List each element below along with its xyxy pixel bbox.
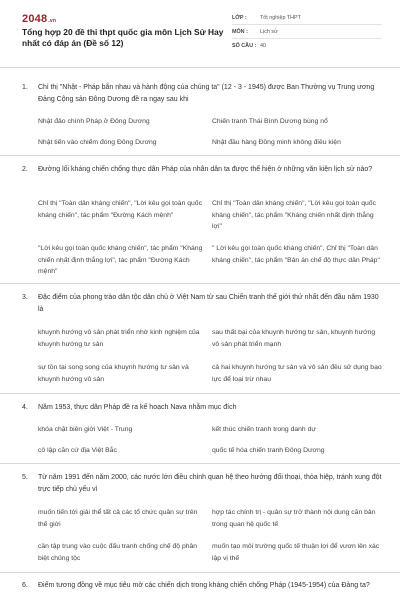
answer-option[interactable]: " Lời kêu gọi toàn quốc kháng chiến", Chỉ thị "Toàn dân kháng chiến", tác phẩm "Bản án chế độ thực dân Pháp" [212, 245, 380, 264]
answer-option[interactable]: muốn tiến tới giải thể tất cả các tổ chức quân sự trên thế giới [38, 509, 198, 528]
answer-option[interactable]: cô lập căn cứ địa Việt Bắc [38, 447, 117, 454]
question-number: 5. [22, 474, 28, 481]
answer-option[interactable]: Chỉ thị "Toàn dân kháng chiến", "Lời kêu gọi toàn quốc kháng chiến", tác phẩm "Kháng chiến nhất định thắng lợi" [212, 200, 376, 230]
answer-option[interactable]: quốc tế hóa chiến tranh Đông Dương [212, 447, 325, 454]
answer-option[interactable]: Chiến tranh Thái Bình Dương bùng nổ [212, 118, 328, 125]
page-title: Tổng hợp 20 đề thi thpt quốc gia môn Lịch Sử Hay nhất có đáp án (Đề số 12) [22, 27, 224, 48]
meta-row-class [232, 11, 382, 25]
answer-option[interactable]: cần tập trung vào cuộc đấu tranh chống chế độ phân biệt chủng tộc [38, 543, 198, 562]
meta-label: MÔN : [232, 28, 248, 35]
question-text: Chỉ thị "Nhật - Pháp bắn nhau và hành động của chúng ta" (12 - 3 - 1945) được Ban Thường vụ Trung ương Đảng Cộng sản Đông Dương đề ra ngay sau khi [38, 84, 375, 103]
question-text: Đường lối kháng chiến chống thực dân Pháp của nhân dân ta được thể hiện ở những văn kiện lịch sử nào? [38, 166, 373, 173]
question-number: 2. [22, 166, 28, 173]
question-divider [0, 572, 400, 573]
question-divider [0, 283, 400, 284]
meta-row-count [232, 39, 382, 53]
site-logo[interactable] [22, 13, 56, 25]
question-text: Điểm tương đồng về mục tiêu mở các chiến dịch trong kháng chiến chống Pháp (1945-1954) của Đảng ta? [38, 582, 370, 589]
meta-label: SỐ CÂU : [232, 43, 257, 49]
answer-option[interactable]: Nhật đảo chính Pháp ở Đông Dương [38, 118, 150, 125]
question-number: 4. [22, 404, 28, 411]
question-text: Năm 1953, thực dân Pháp đề ra kế hoạch Nava nhằm mục đích [38, 404, 237, 411]
answer-option[interactable]: sau thất bại của khuynh hướng tư sản, khuynh hướng vô sản phát triển mạnh [212, 329, 376, 348]
question-divider [0, 463, 400, 464]
answer-option[interactable]: khuynh hướng vô sản phát triển nhờ kinh nghiệm của khuynh hướng tư sản [38, 329, 200, 348]
answer-option[interactable]: Nhật đầu hàng Đồng minh không điều kiện [212, 139, 341, 146]
meta-label: LỚP : [232, 14, 247, 21]
answer-option[interactable]: Chỉ thị "Toàn dân kháng chiến", "Lời kêu gọi toàn quốc kháng chiến", tác phẩm "Đường Kách mệnh" [38, 200, 202, 219]
answer-option[interactable]: "Lời kêu gọi toàn quốc kháng chiến", tác phẩm "Kháng chiến nhất định thắng lợi", tác phẩm "Đường Kách mệnh" [38, 245, 203, 275]
logo-text: 2048 [22, 13, 48, 25]
logo-domain: .vn [48, 18, 57, 24]
answer-option[interactable]: khóa chặt biên giới Việt - Trung [38, 426, 133, 433]
page-header [0, 0, 400, 68]
answer-option[interactable]: kết thúc chiến tranh trong danh dự [212, 426, 316, 433]
question-number: 1. [22, 84, 28, 91]
answer-option[interactable]: cả hai khuynh hướng tư sản và vô sản đều sử dụng bạo lực để loại trừ nhau [212, 364, 382, 383]
question-divider [0, 393, 400, 394]
answer-option[interactable]: muốn tạo môi trường quốc tế thuận lợi để vươn lên xác lập vị thế [212, 543, 380, 562]
answer-option[interactable]: sự tồn tại song song của khuynh hướng tư sản và khuynh hướng vô sản [38, 364, 189, 383]
question-number: 3. [22, 294, 28, 301]
answer-option[interactable]: Nhật tiến vào chiếm đóng Đông Dương [38, 139, 157, 146]
question-text: Từ năm 1991 đến năm 2000, các nước lớn điều chỉnh quan hệ theo hướng đối thoại, thỏa hiệp, tránh xung đột trực tiếp chủ yếu vì [38, 474, 382, 493]
question-number: 6. [22, 582, 28, 589]
meta-value: Tốt nghiệp THPT [260, 14, 301, 21]
question-text: Đặc điểm của phong trào dân tộc dân chủ ở Việt Nam từ sau Chiến tranh thế giới thứ nhất đến đầu năm 1930 là [38, 294, 379, 313]
meta-value: Lịch sử [260, 28, 278, 35]
meta-row-subject [232, 25, 382, 39]
answer-option[interactable]: hợp tác chính trị - quân sự trở thành nội dung căn bản trong quan hệ quốc tế [212, 509, 376, 528]
question-divider [0, 155, 400, 156]
meta-value: 40 [260, 43, 266, 49]
exam-meta [232, 11, 382, 53]
